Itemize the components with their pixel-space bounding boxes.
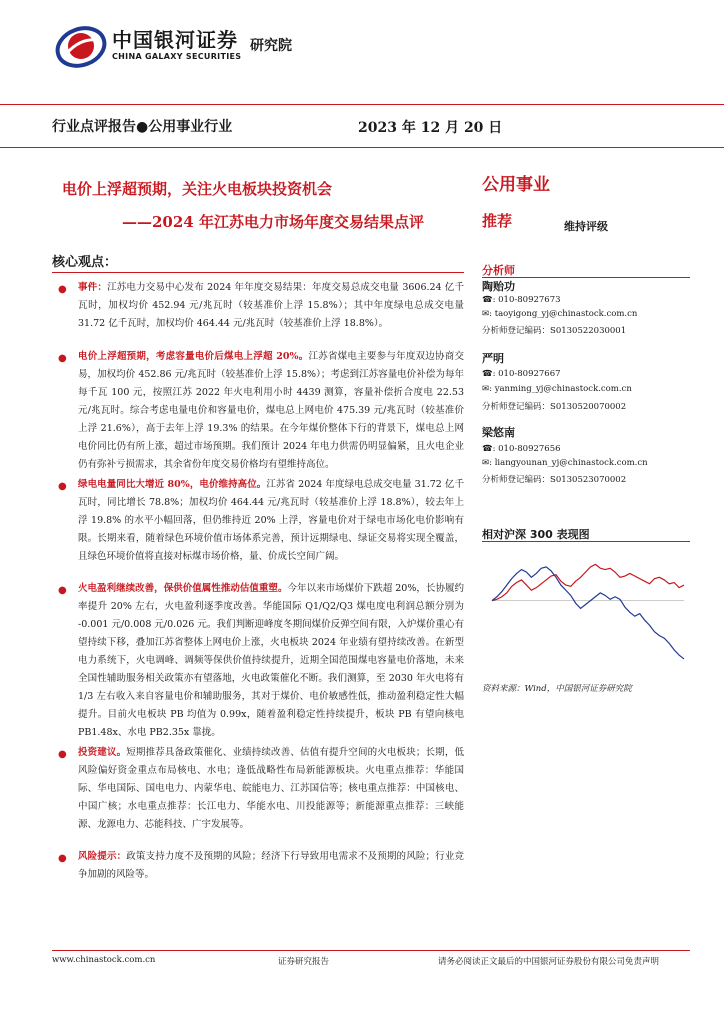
performance-chart xyxy=(482,548,690,676)
footer-website[interactable]: www.chinastock.com.cn xyxy=(52,955,156,965)
analyst-heading: 分析师 xyxy=(482,264,515,277)
analyst-email[interactable]: ✉: liangyounan_yj@chinastock.com.cn xyxy=(482,458,648,468)
report-date: 2023 年 12 月 20 日 xyxy=(358,120,503,136)
footer-divider xyxy=(52,950,690,951)
analyst-phone: ☎: 010-80927667 xyxy=(482,369,561,379)
analyst-phone: ☎: 010-80927656 xyxy=(482,444,561,454)
report-type: 行业点评报告●公用事业行业 xyxy=(52,119,233,135)
core-heading: 核心观点： xyxy=(52,255,118,270)
analyst-email[interactable]: ✉: taoyigong_yj@chinastock.com.cn xyxy=(482,309,638,319)
core-item-3: 绿电电量同比大增近 80%，电价维持高位。江苏省 2024 年度绿电总成交电量 31.72 亿千瓦时，同比增长 78.8%；加权均价 464.44 元/兆瓦时（较基准价上浮 18.8%），较去年上浮 19.8% 的水平小幅回落，但仍维持近 20% 上浮，容量电价对于绿电市场化电价影响有限。长期来看，随着绿色环境价值市场体系完善，预计远期绿电、绿证交易将实现全覆盖，且绿色环境价值将直接对标煤市场价格，量、价成长空间广阔。 xyxy=(78,479,465,562)
bullet-icon: ● xyxy=(58,284,67,295)
analyst-registration: 分析师登记编码：S0130520070002 xyxy=(482,402,627,412)
core-item-2: 电价上浮超预期，考虑容量电价后煤电上浮超 20%。江苏省煤电主要参与年度双边协商交易，加权均价 452.86 元/兆瓦时（较基准价上浮 15.8%）；考虑到江苏容量电价补偿为每年每千瓦 100 元，按照江苏 2022 年火电利用小时 4439 测算，容量补偿折合度电 22.53 元/兆瓦时。综合考虑电量电价和容量电价，煤电总上网电价 475.39 元/兆瓦时（较基准价上浮 21.6%），高于去年上浮 19.3% 的结果。在今年煤价整体下行的背景下，煤电总上网电价同比仍有所上涨，超过市场预期。我们预计 2024 年电力供需仍明显偏紧，且火电企业仍有弥补亏损需求，其余省份年度交易价格均有望维持高位。 xyxy=(78,351,464,470)
footer-center: 证券研究报告 xyxy=(278,957,330,967)
report-subtitle: ——2024 年江苏电力市场年度交易结果点评 xyxy=(122,213,424,231)
bullet-icon: ● xyxy=(58,749,67,760)
rating-label: 推荐 xyxy=(482,212,513,230)
logo-english-name: CHINA GALAXY SECURITIES xyxy=(112,52,242,61)
galaxy-logo-icon xyxy=(54,20,108,70)
analyst-email[interactable]: ✉: yanming_yj@chinastock.com.cn xyxy=(482,384,632,394)
core-item-5: 投资建议。短期推荐具备政策催化、业绩持续改善、估值有提升空间的火电板块；长期，低风险偏好资金重点布局核电、水电；逢低战略性布局新能源板块。火电重点推荐：华能国际、华电国际、国电电力、内蒙华电、皖能电力、江苏国信等；核电重点推荐：中国核电、中国广核；水电重点推荐：长江电力、华能水电、川投能源等；新能源重点推荐：三峡能源、龙源电力、芯能科技、广宇发展等。 xyxy=(78,747,464,830)
analyst-name: 梁悠南 xyxy=(482,426,515,439)
core-divider xyxy=(52,272,464,273)
core-item-1: 事件：江苏电力交易中心发布 2024 年年度交易结果：年度交易总成交电量 3606.24 亿千瓦时，加权均价 452.94 元/兆瓦时（较基准价上浮 15.8%）；其中年度绿电总成交电量 31.72 亿千瓦时，加权均价 464.44 元/兆瓦时（较基准价上浮 18.8%）。 xyxy=(78,282,464,329)
analyst-name: 陶贻功 xyxy=(482,280,515,293)
chart-divider xyxy=(482,541,690,542)
core-item-6: 风险提示：政策支持力度不及预期的风险；经济下行导致用电需求不及预期的风险；行业竞争加剧的风险等。 xyxy=(78,851,464,880)
bullet-icon: ● xyxy=(58,481,67,492)
bullet-icon: ● xyxy=(58,353,67,364)
report-title: 电价上浮超预期，关注火电板块投资机会 xyxy=(62,180,333,198)
core-item-4: 火电盈利继续改善，保供价值属性推动估值重塑。今年以来市场煤价下跌超 20%，长协履约率提升 20% 左右，火电盈利逐季度改善。华能国际 Q1/Q2/Q3 煤电度电利润总额分别为 -0.001 元/0.008 元/0.026 元。我们判断迎峰度冬期间煤价反弹空间有限，入炉煤价重心有望持续下移，叠加江苏省整体上网电价上涨，火电板块 2024 年业绩有望持续改善。在新型电力系统下，火电调峰、调频等保供价值持续提升，近期全国范围煤电容量电价落地，未来全国性辅助服务相关政策亦有望落地，火电政策催化不断。我们测算，至 2030 年火电将有 1/3 左右收入来自容量电价和辅助服务，其对于煤价、电价敏感性低，推动盈利稳定性大幅提升。目前火电板块 PB 均值为 0.99x，随着盈利稳定性持续提升，板块 PB 有望向核电 PB1.48x、水电 PB2.35x 靠拢。 xyxy=(78,583,464,738)
logo-chinese-name: 中国银河证券 xyxy=(112,28,238,52)
footer-disclaimer: 请务必阅读正文最后的中国银河证券股份有限公司免责声明 xyxy=(438,957,660,967)
sector-label: 公用事业 xyxy=(482,175,550,195)
analyst-registration: 分析师登记编码：S0130522030001 xyxy=(482,326,627,336)
chart-title: 相对沪深 300 表现图 xyxy=(482,528,590,541)
institute-label: 研究院 xyxy=(250,38,292,54)
bullet-icon: ● xyxy=(58,853,67,864)
analyst-registration: 分析师登记编码：S0130523070002 xyxy=(482,475,627,485)
bullet-icon: ● xyxy=(58,585,67,596)
analyst-phone: ☎: 010-80927673 xyxy=(482,295,561,305)
chart-source: 资料来源：Wind，中国银河证券研究院 xyxy=(482,684,632,694)
analyst-name: 严明 xyxy=(482,352,504,365)
rating-sub-label: 维持评级 xyxy=(564,220,608,233)
